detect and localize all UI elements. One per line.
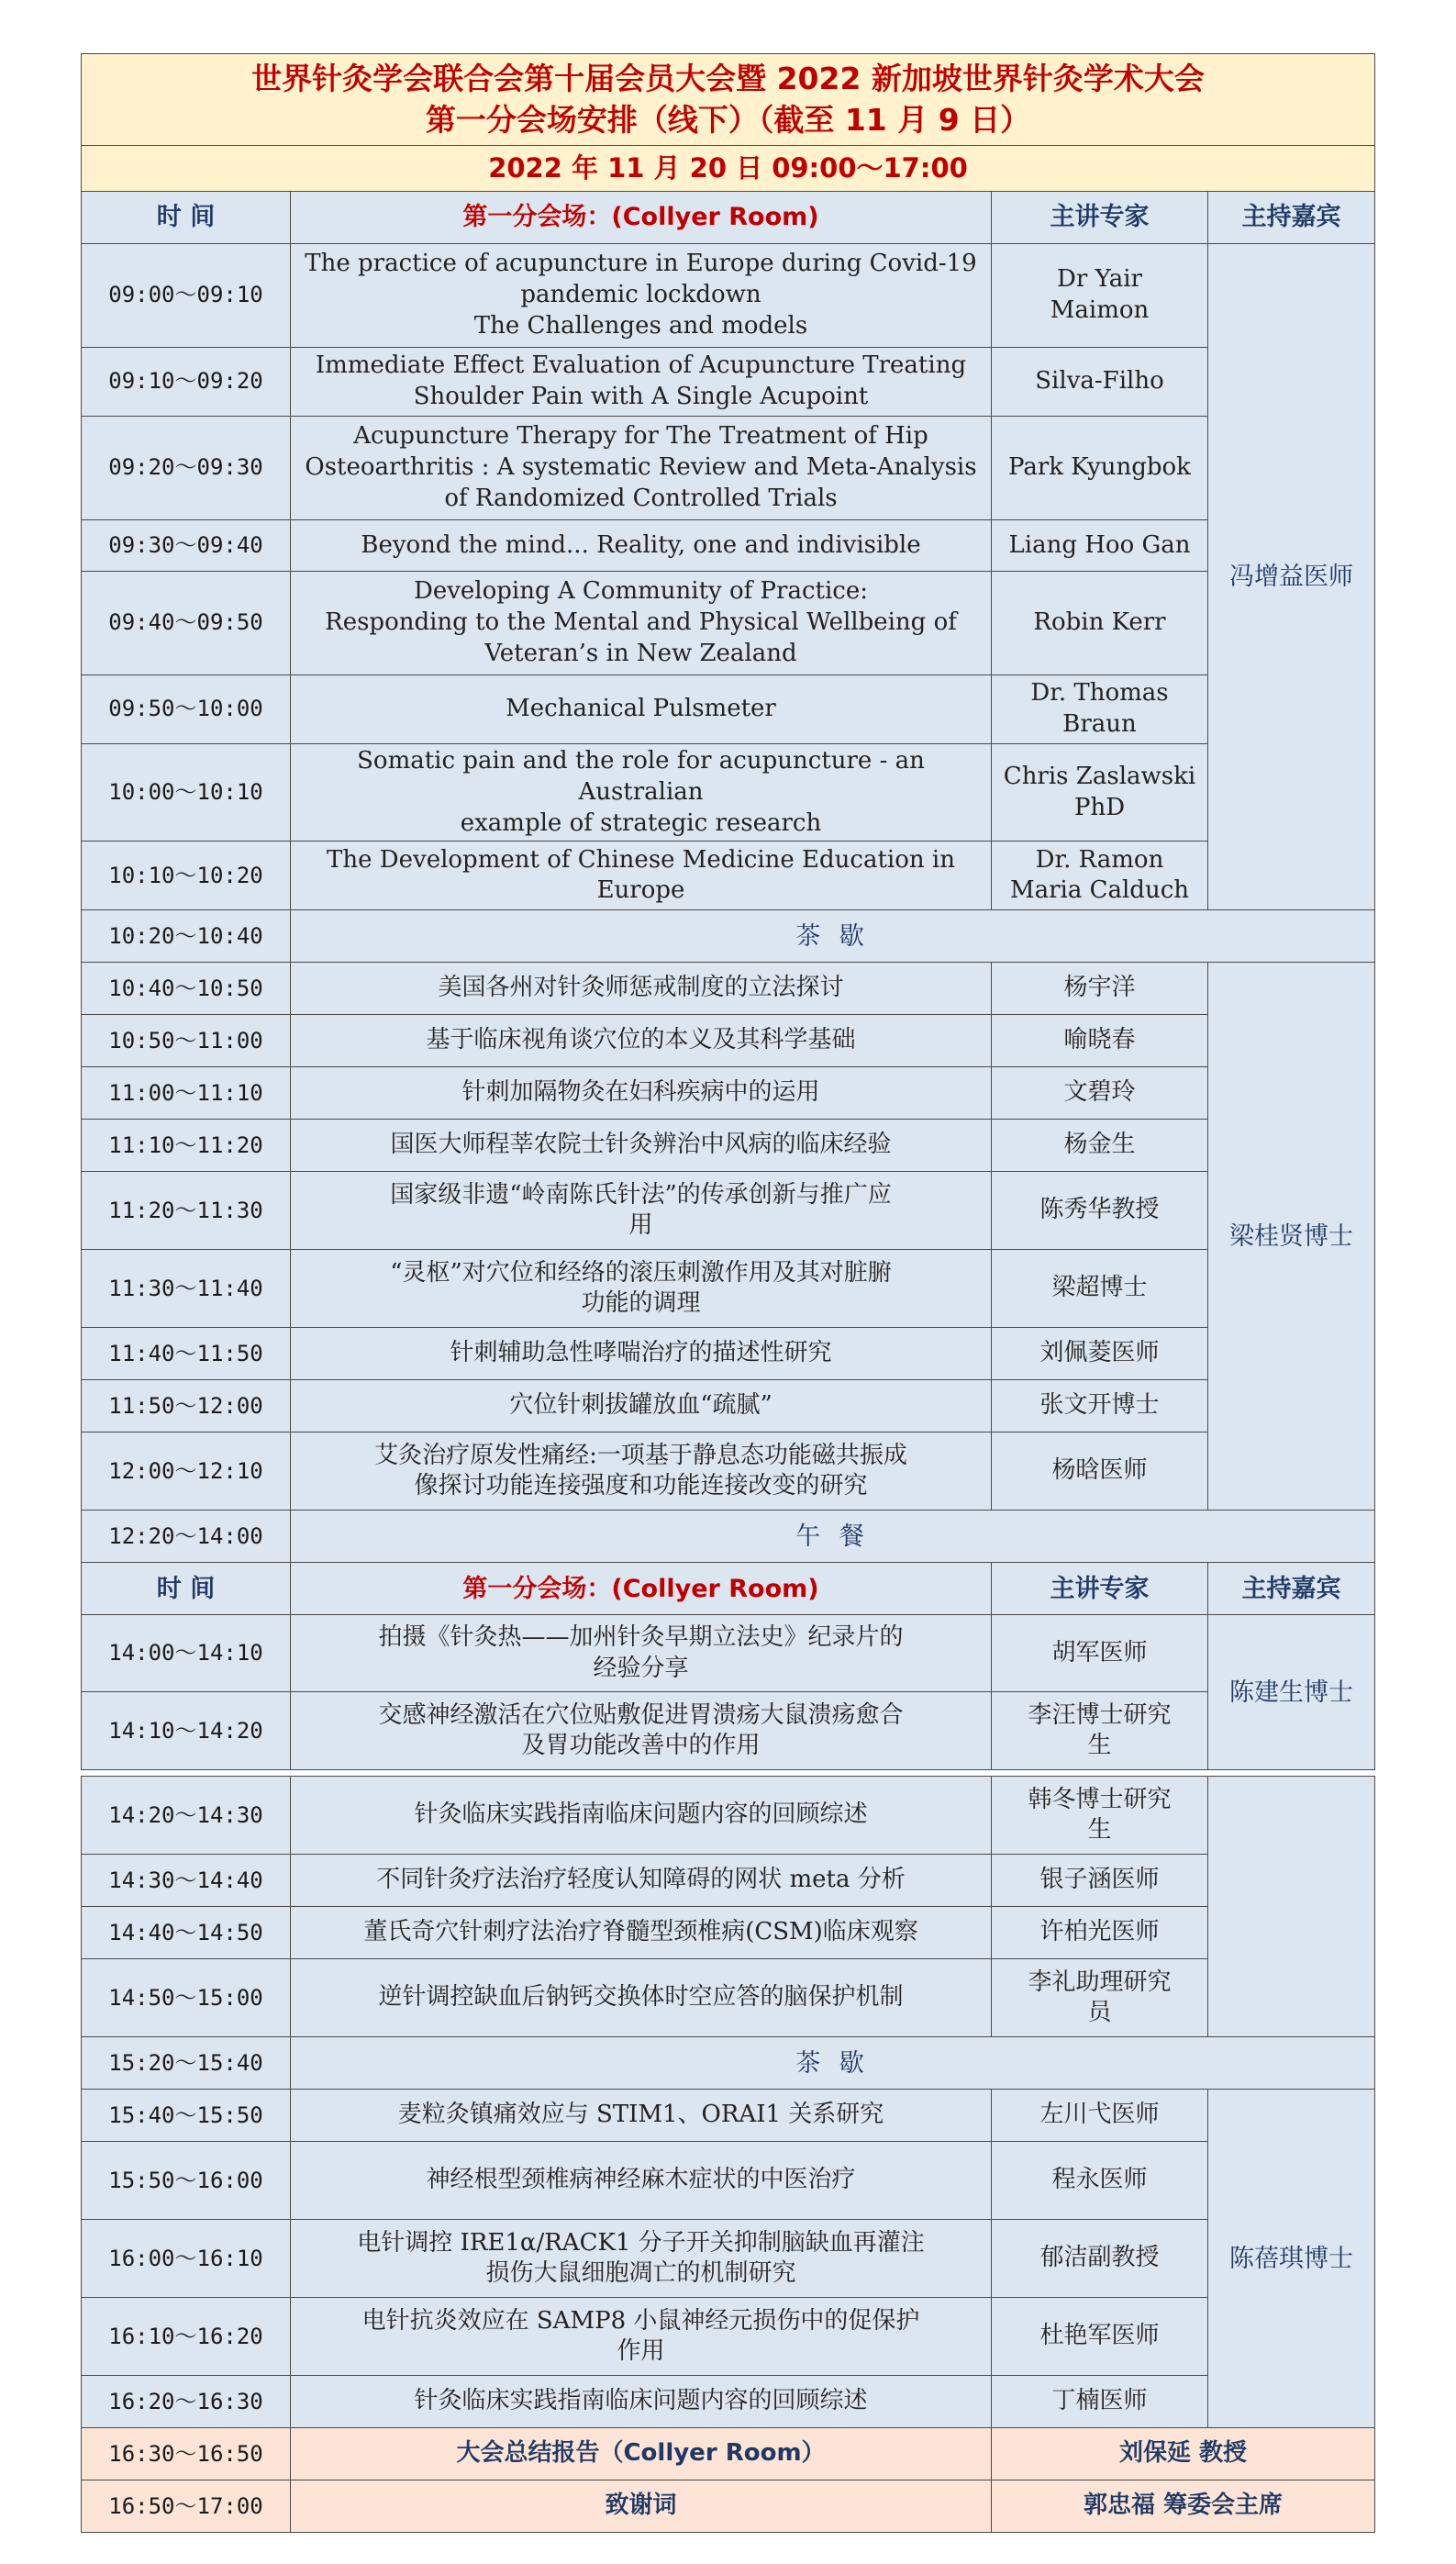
session-row (82, 2090, 1375, 2142)
session-title: 针刺辅助急性哮喘治疗的描述性研究 (291, 1328, 992, 1380)
closing-title: 大会总结报告（Collyer Room） (291, 2428, 992, 2480)
title-row (82, 54, 1375, 146)
session-title: 针刺加隔物灸在妇科疾病中的运用 (291, 1067, 992, 1120)
page-title (82, 54, 1375, 146)
session-title: 基于临床视角谈穴位的本义及其科学基础 (291, 1015, 992, 1067)
session-title: 交感神经激活在穴位贴敷促进胃溃疡大鼠溃疡愈合 及胃功能改善中的作用 (291, 1692, 992, 1770)
session-speaker: 左川弋医师 (992, 2090, 1208, 2142)
session-time: 09:00～09:10 (82, 244, 291, 348)
session-speaker: 杨晗医师 (992, 1432, 1208, 1511)
session-row (82, 1907, 1375, 1959)
session-title: Developing A Community of Practice: Responding to the Mental and Physical Wellbeing of Veteran’s in New Zealand (291, 572, 992, 675)
session-title: 穴位针刺拔罐放血“疏腻” (291, 1380, 992, 1432)
session-speaker: 杨金生 (992, 1120, 1208, 1172)
session-host: 陈蓓琪博士 (1208, 2090, 1375, 2428)
session-speaker: Dr Yair Maimon (992, 244, 1208, 348)
session-time: 15:40～15:50 (82, 2090, 291, 2142)
session-title: 针灸临床实践指南临床问题内容的回顾综述 (291, 2376, 992, 2428)
session-title: 逆针调控缺血后钠钙交换体时空应答的脑保护机制 (291, 1959, 992, 2037)
session-row (82, 1692, 1375, 1770)
session-time: 16:10～16:20 (82, 2298, 291, 2376)
session-speaker: 李礼助理研究 员 (992, 1959, 1208, 2037)
closing-speaker: 刘保延 教授 (992, 2428, 1375, 2480)
session-speaker: 胡军医师 (992, 1615, 1208, 1692)
session-time: 14:30～14:40 (82, 1855, 291, 1907)
session-speaker: 陈秀华教授 (992, 1172, 1208, 1250)
session-title: Immediate Effect Evaluation of Acupuncture Treating Shoulder Pain with A Single Acupoint (291, 348, 992, 417)
date-heading: 2022 年 11 月 20 日 09:00～17:00 (82, 146, 1375, 192)
session-time: 14:40～14:50 (82, 1907, 291, 1959)
session-row (82, 1328, 1375, 1380)
session-host: 梁桂贤博士 (1208, 963, 1375, 1511)
session-host: 陈建生博士 (1208, 1615, 1375, 1770)
session-title: “灵枢”对穴位和经络的滚压刺激作用及其对脏腑 功能的调理 (291, 1250, 992, 1328)
session-row (82, 348, 1375, 417)
session-speaker: Robin Kerr (992, 572, 1208, 675)
table-gap (82, 1770, 1375, 1777)
closing-row (82, 2428, 1375, 2480)
session-speaker: 许柏光医师 (992, 1907, 1208, 1959)
session-speaker: 韩冬博士研究 生 (992, 1777, 1208, 1855)
session-row (82, 1015, 1375, 1067)
session-row (82, 2142, 1375, 2220)
session-title: 董氏奇穴针刺疗法治疗脊髓型颈椎病(CSM)临床观察 (291, 1907, 992, 1959)
tea-break-label: 茶 歇 (291, 910, 1375, 963)
col-header-speaker: 主讲专家 (992, 1563, 1208, 1615)
session-time: 16:20～16:30 (82, 2376, 291, 2428)
session-row (82, 1959, 1375, 2037)
session-row (82, 2376, 1375, 2428)
session-time: 16:00～16:10 (82, 2220, 291, 2298)
session-speaker: 程永医师 (992, 2142, 1208, 2220)
session-title: 国医大师程莘农院士针灸辨治中风病的临床经验 (291, 1120, 992, 1172)
session-time: 14:50～15:00 (82, 1959, 291, 2037)
session-row (82, 1380, 1375, 1432)
session-speaker: 梁超博士 (992, 1250, 1208, 1328)
session-title: 电针调控 IRE1α/RACK1 分子开关抑制脑缺血再灌注 损伤大鼠细胞凋亡的机制研究 (291, 2220, 992, 2298)
session-title: 国家级非遗“岭南陈氏针法”的传承创新与推广应 用 (291, 1172, 992, 1250)
session-time: 10:50～11:00 (82, 1015, 291, 1067)
session-time: 14:10～14:20 (82, 1692, 291, 1770)
session-row (82, 417, 1375, 520)
session-title: 针灸临床实践指南临床问题内容的回顾综述 (291, 1777, 992, 1855)
session-row (82, 744, 1375, 842)
session-speaker: 杨宇洋 (992, 963, 1208, 1015)
session-time: 10:10～10:20 (82, 842, 291, 910)
session-title: 艾灸治疗原发性痛经:一项基于静息态功能磁共振成 像探讨功能连接强度和功能连接改变的研究 (291, 1432, 992, 1511)
title-line-1: 世界针灸学会联合会第十届会员大会暨 2022 新加坡世界针灸学术大会 (251, 60, 1205, 96)
tea-break-label: 茶 歇 (291, 2037, 1375, 2090)
column-header-row (82, 1563, 1375, 1615)
session-time: 09:50～10:00 (82, 675, 291, 744)
session-row (82, 2298, 1375, 2376)
session-time: 10:40～10:50 (82, 963, 291, 1015)
session-row (82, 963, 1375, 1015)
session-time: 09:40～09:50 (82, 572, 291, 675)
session-row (82, 1067, 1375, 1120)
col-header-session: 第一分会场：(Collyer Room) (291, 192, 992, 244)
col-header-host: 主持嘉宾 (1208, 1563, 1375, 1615)
session-speaker: 银子涵医师 (992, 1855, 1208, 1907)
tea-break (82, 2037, 1375, 2090)
session-row (82, 2220, 1375, 2298)
session-title: Somatic pain and the role for acupuncture - an Australian example of strategic research (291, 744, 992, 842)
session-speaker: Dr. Ramon Maria Calduch (992, 842, 1208, 910)
session-row (82, 244, 1375, 348)
closing-row (82, 2480, 1375, 2533)
lunch-break-time: 12:20～14:00 (82, 1511, 291, 1563)
tea-break-time: 10:20～10:40 (82, 910, 291, 963)
session-time: 11:30～11:40 (82, 1250, 291, 1328)
session-title: Acupuncture Therapy for The Treatment of Hip Osteoarthritis : A systematic Review and Meta-Analysis of Randomized Controlled Trials (291, 417, 992, 520)
session-time: 15:50～16:00 (82, 2142, 291, 2220)
session-title: Beyond the mind... Reality, one and indivisible (291, 520, 992, 572)
date-row (82, 146, 1375, 192)
session-host (1208, 1777, 1375, 2037)
session-title: 麦粒灸镇痛效应与 STIM1、ORAI1 关系研究 (291, 2090, 992, 2142)
session-speaker: 刘佩菱医师 (992, 1328, 1208, 1380)
session-title: 美国各州对针灸师惩戒制度的立法探讨 (291, 963, 992, 1015)
schedule-table (81, 53, 1375, 2533)
session-title: The practice of acupuncture in Europe during Covid-19 pandemic lockdown The Challenges and models (291, 244, 992, 348)
session-row (82, 675, 1375, 744)
session-row (82, 1615, 1375, 1692)
lunch-break-label: 午 餐 (291, 1511, 1375, 1563)
session-title: Mechanical Pulsmeter (291, 675, 992, 744)
col-header-speaker: 主讲专家 (992, 192, 1208, 244)
col-header-time: 时 间 (82, 192, 291, 244)
session-time: 10:00～10:10 (82, 744, 291, 842)
col-header-time: 时 间 (82, 1563, 291, 1615)
closing-title: 致谢词 (291, 2480, 992, 2533)
session-speaker: 张文开博士 (992, 1380, 1208, 1432)
session-title: 不同针灸疗法治疗轻度认知障碍的网状 meta 分析 (291, 1855, 992, 1907)
col-header-session: 第一分会场：(Collyer Room) (291, 1563, 992, 1615)
session-row (82, 1777, 1375, 1855)
session-speaker: 丁楠医师 (992, 2376, 1208, 2428)
session-speaker: Silva-Filho (992, 348, 1208, 417)
closing-time: 16:30～16:50 (82, 2428, 291, 2480)
session-time: 14:00～14:10 (82, 1615, 291, 1692)
session-row (82, 1172, 1375, 1250)
session-speaker: 杜艳军医师 (992, 2298, 1208, 2376)
session-time: 09:30～09:40 (82, 520, 291, 572)
lunch-break (82, 1511, 1375, 1563)
col-header-host: 主持嘉宾 (1208, 192, 1375, 244)
session-title: The Development of Chinese Medicine Education in Europe (291, 842, 992, 910)
session-time: 09:10～09:20 (82, 348, 291, 417)
closing-time: 16:50～17:00 (82, 2480, 291, 2533)
column-header-row (82, 192, 1375, 244)
session-title: 神经根型颈椎病神经麻木症状的中医治疗 (291, 2142, 992, 2220)
session-speaker: 李汪博士研究 生 (992, 1692, 1208, 1770)
session-time: 11:20～11:30 (82, 1172, 291, 1250)
session-speaker: 文碧玲 (992, 1067, 1208, 1120)
gap-cell (82, 1770, 1375, 1777)
session-speaker: Liang Hoo Gan (992, 520, 1208, 572)
session-speaker: 喻晓春 (992, 1015, 1208, 1067)
session-row (82, 842, 1375, 910)
session-row (82, 572, 1375, 675)
title-line-2: 第一分会场安排（线下）（截至 11 月 9 日） (425, 101, 1031, 138)
session-row (82, 1432, 1375, 1511)
session-host: 冯增益医师 (1208, 244, 1375, 910)
tea-break-time: 15:20～15:40 (82, 2037, 291, 2090)
session-speaker: Chris Zaslawski PhD (992, 744, 1208, 842)
session-speaker: Park Kyungbok (992, 417, 1208, 520)
session-time: 11:50～12:00 (82, 1380, 291, 1432)
session-time: 11:10～11:20 (82, 1120, 291, 1172)
closing-speaker: 郭忠福 筹委会主席 (992, 2480, 1375, 2533)
session-time: 11:40～11:50 (82, 1328, 291, 1380)
tea-break (82, 910, 1375, 963)
session-time: 12:00～12:10 (82, 1432, 291, 1511)
session-speaker: 郁洁副教授 (992, 2220, 1208, 2298)
session-title: 拍摄《针灸热——加州针灸早期立法史》纪录片的 经验分享 (291, 1615, 992, 1692)
session-row (82, 1120, 1375, 1172)
session-time: 11:00～11:10 (82, 1067, 291, 1120)
session-row (82, 1250, 1375, 1328)
session-time: 09:20～09:30 (82, 417, 291, 520)
session-title: 电针抗炎效应在 SAMP8 小鼠神经元损伤中的促保护 作用 (291, 2298, 992, 2376)
session-time: 14:20～14:30 (82, 1777, 291, 1855)
session-speaker: Dr. Thomas Braun (992, 675, 1208, 744)
session-row (82, 1855, 1375, 1907)
session-row (82, 520, 1375, 572)
